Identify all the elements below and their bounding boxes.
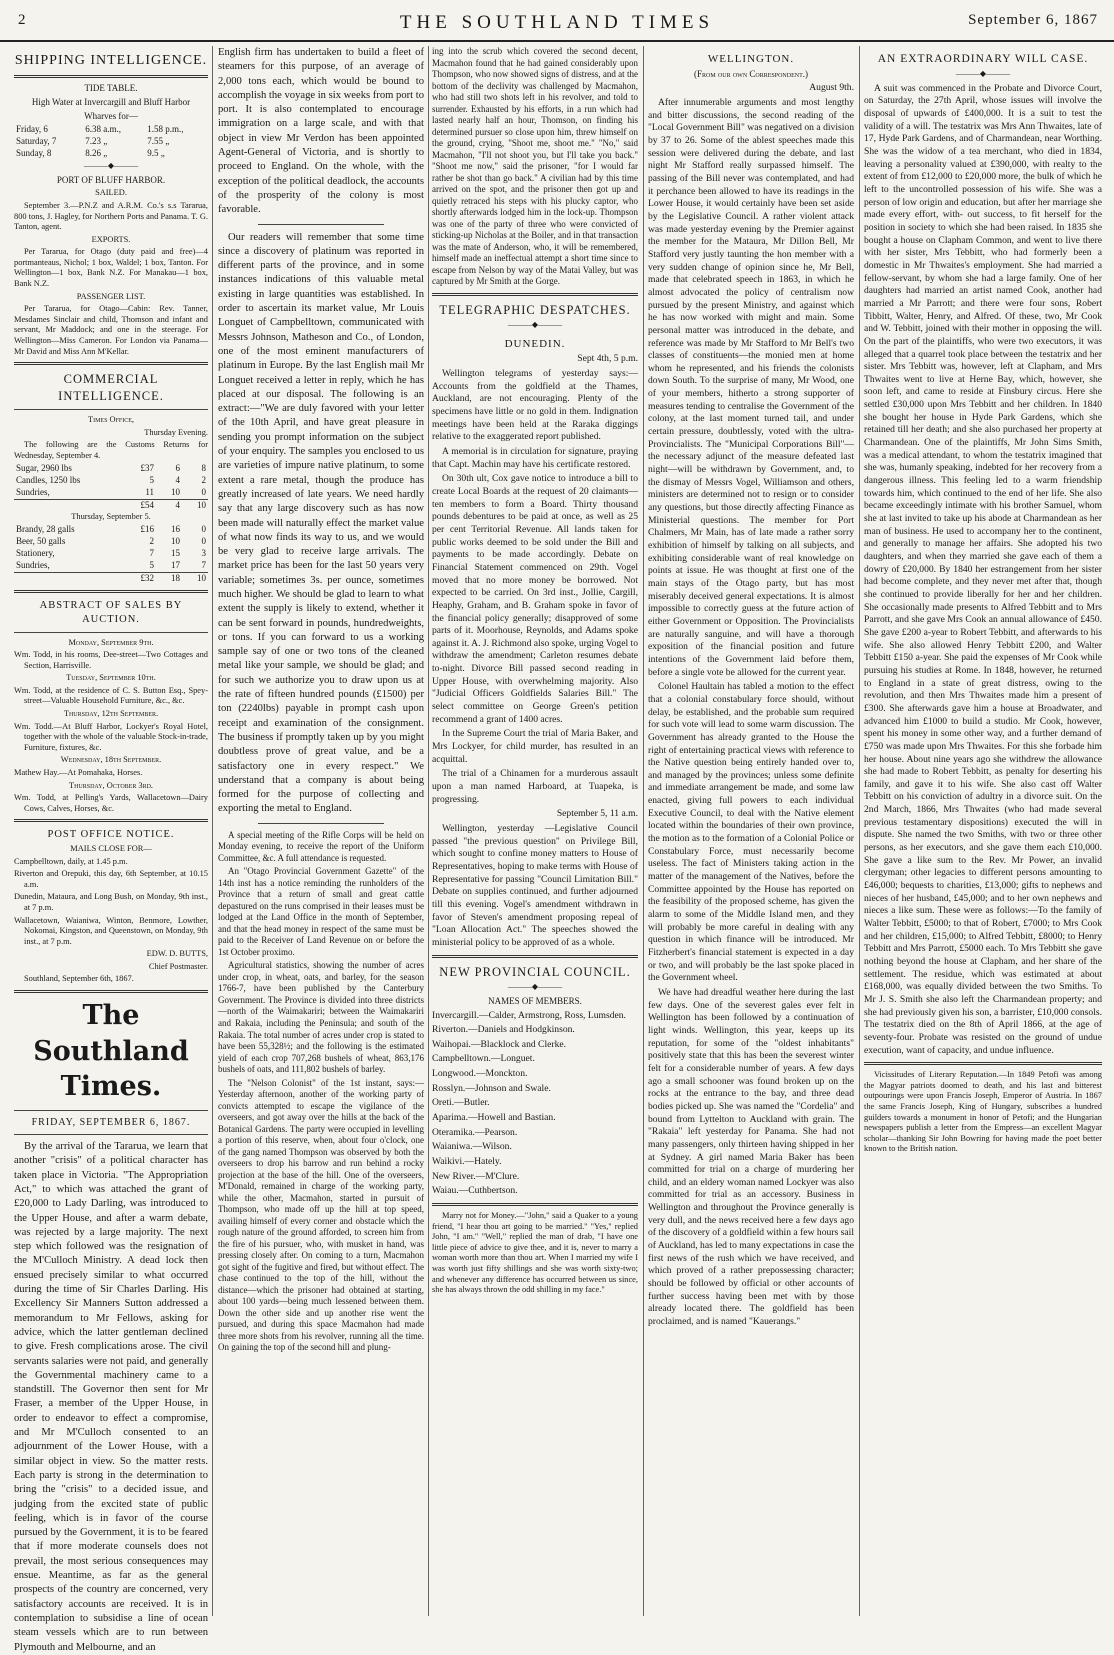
will-case-heading: AN EXTRAORDINARY WILL CASE. [877,53,1089,65]
table-row [14,548,208,560]
ornament: ———◆——— [83,161,139,170]
pounds: £54 [130,500,156,512]
shillings: 4 [156,500,182,512]
list-item: Waikivi.—Hately. [432,1156,502,1168]
auction-date: Monday, September 9th. [68,637,154,647]
telegram-paragraph: A memorial is in circulation for signature, praying that Capt. Machin may have his certificate restored. [432,445,638,470]
post-date: Southland, September 6th, 1867. [24,974,134,984]
exports-label: EXPORTS. [91,234,131,244]
table-row-total [14,572,208,584]
convict-escape-continued: ing into the scrub which covered the second decent, Macmahon found that he had gained considerably upon Thompson, who now showed signs of distress, and at the bottom of the declivity was challenged by Macmahon, who had still two shots left in his revolver, and told to surrender. Exhausted by his efforts, in a run which had lasted nearly half an hour, Thomson, on finding his determined pursuer so close upon him, threw himself on the ground, crying, "Shoot me, shoot me." "No," said Macmahon, "I'll not shoot you, but I'll take you back." "Shoot me now," said the prisoner, "for I would far rather be shot than go back." A civilian had by this time arrived on the spot, and the prisoner then got up and quietly retraced his steps with his plucky captor, who shortly afterwards lodged him in the lock-up. Thompson was one of the party of three who were convicted of sticking-up Nicholas at the Boiler, and in that transaction was the mate of Anderson, who, it will be remembered, himself made an ineffectual attempt a short time since to escape from Nelson by way of the Matai Valley, but was captured by Mr Smith at the Gorge. [432,46,638,287]
item: Brandy, 28 galls [16,524,75,535]
pence: 7 [201,560,206,571]
list-item: Aparima.—Howell and Bastian. [432,1112,556,1124]
mails-label: MAILS CLOSE FOR— [70,844,152,854]
pence: 8 [201,463,206,474]
telegram-paragraph: Wellington telegrams of yesterday says:—Accounts from the goldfield at the Thames, Auckland, are not encouraging. Plenty of the specimens have little or no gold in them. Indignation meetings have been held at the Raraka diggings relative to the exaggerated report published. [432,368,638,443]
table-row [14,487,208,499]
literary-reputation-article: Vicissitudes of Literary Reputation.—In 1849 Petofi was among the Magyar patriots doomed to death, and his last and bitterest outpourings were upon Francis Joseph, Emperor of Austria. In 1867 the same Francis Joseph, King of Hungary, subscribes a hundred guilders towards a monument in honor of Petofi; and the Hungarian newspapers publish a letter from the Empress—an excellent Magyar scholar—thanking Sir John Bowring for having made the poet better known to the British nation. [864,1070,1102,1154]
platinum-article: Our readers will remember that some time since a discovery of platinum was reported in different parts of the province, and in some instances indications of this valuable metal existing in large quantities was established. In order to ascertain its market value, Mr Louis Longuet of Campbelltown, communicated with Messrs Johnson, Matheson and Co., of London, one of the most eminent manufacturers of platinum in Europe. By the last English mail Mr Longuet received a letter in reply, which he has placed at our disposal. The following is an extract:—"We are duly favored with your letter of the 10th April, and have great pleasure in sending you prompt information on the subject of your enquiry. The samples you enclosed to us are varieties of impure native platinum, to some extent a rare metal, though the produce has greatly increased of late years. We need hardly say that any large discovery such as has now been made will naturally effect the market value of what now finds its way to us, and we would be very glad to receive large arrivals. The market price has been for the last 50 years very variable; sometimes 3s. per ounce, sometimes much higher. We should be glad to learn to what extent the supply is likely to extend, whether it can be sent forward in pounds, hundredweights, or tons. If you can forward to us a working sample say of one or two tons of the cleaned metal like your sample, we should be glad; and for such we authorize you to draw upon us at the rate of fifteen hundred pounds (£1500) per ton (2240lbs) payable in prompt cash upon receipt and examination of the consignment. The business if promptly taken up by you might doubtless prove of great value, and be a satisfactory one in every respect." We understand that a company is about being formed for the purpose of collecting and exporting the metal to England. [218,231,424,815]
divider [14,632,208,633]
divider [14,75,208,78]
pounds: £37 [140,463,154,474]
tide-day: Sunday, 8 [16,148,52,159]
divider [14,819,208,822]
thursday-label: Thursday, September 5. [71,511,151,521]
table-row-total [14,500,208,512]
wellington-paragraph: We have had dreadful weather here during the last few days. One of the severest gales ever felt in Wellington has been followed by a continuation of light winds. Wellington, this year, keeps up its reputation, for some of the "oldest inhabitants" positively state that this has been the severest winter felt for a considerable number of years. A few days ago a small schooner was found broken up on the rocks at the entrance to the bay, and three dead bodies picked up. She was named the "Cordelia" and bound from Lyttelton to Auckland with grain. The "Rakaia" left yesterday for Panama. She had not many passengers, only thirteen having shipped in her at Sydney. A girl named Maria Baker has been committed for trial on a charge of murdering her child, and an eldery woman named Lockyer was also committed for trial as an accessory. Business in Wellington and throughout the Province generally is very dull, and the news received here a few days ago of the discovery of a goldfield within a few hours sail of Auckland, has led to many expectations in case the first news of the rush which we have received, and which proved of a rather prepossessing character; should be followed by official or other accounts of further success having been met with by those already located there. The goldfield has been proclaimed, and is named "Kauerangs." [648,986,854,1328]
mail-item: Wallacetown, Waianiwa, Winton, Benmore, Lowther, Nokomai, Kingston, and Queenstown, on Monday, 9th inst., at 7 p.m. [14,915,208,946]
telegram-paragraph: The trial of a Chinamen for a murderous assault upon a man named Harboard, at Tuapeka, is progressing. [432,768,638,805]
tide-am: 6.38 a.m., [85,124,121,135]
item: Sugar, 2960 lbs [16,463,72,474]
masthead-date: September 6, 1867 [968,12,1098,28]
table-row [14,524,208,536]
page-number: 2 [18,12,26,28]
exports-text: Per Tararua, for Otago (duty paid and free)—4 portmanteaus, Nichol; 1 box, Waldel; 1 box, Tanton. For Wellington—1 box, Bank N.Z. For Manakau—1 box, Bank N.Z. [14,247,208,289]
mail-item: Dunedin, Mataura, and Long Bush, on Monday, 9th inst., at 7 p.m. [14,892,208,912]
divider [14,990,208,993]
telegram-paragraph: In the Supreme Court the trial of Maria Baker, and Mrs Lockyer, for child murder, has resulted in an acquittal. [432,728,638,765]
rifle-corps-notice: A special meeting of the Rifle Corps will be held on Monday evening, to receive the report of the Uniform Committee, &c. A full attendance is requested. [218,829,424,863]
auction-date: Thursday, October 3rd. [68,780,154,790]
leader-article: By the arrival of the Tararua, we learn that another "crisis" of a political character has taken place in Victoria. "The Appropriation Act," to which was attached the grant of £20,000 to Lady Darling, was introduced to the Upper House, and after a warm debate, was rejected by a large majority. The next step which followed was the resignation of the M'Culloch Ministry. A dead lock then ensued precisely similar to what occurred during the time of Sir Charles Darling. His Excellency Sir Manners Sutton addressed a memorandum to Mr Fellows, asking for advice, which the latter gentleman declined to give. Fresh complications arose. The civil servants salaries were not paid, and generally the Governmental machinery came to a standstill. The Governor then sent for Mr Fraser, a member of the Upper House, in order to endeavor to effect a compromise, and Mr M'Culloch consented to an adjournment of the Lower House, with a similar object in view. So the matter rests. Each party is strong in the determination to bring the "crisis" to a decided issue, and judging from the excited state of public feeling, which is in favor of the course pursued by the Government, it is to be feared that if more moderate counsels does not prevail, the most serious consequences may ensue. Meantime, as far as the general prospects of the country are concerned, very satisfactory accounts are received. It is in contemplation to subsidise a line of ocean steam vessels which are to run between Plymouth and Melbourne, and an [14,1141,208,1653]
convict-escape-article: The "Nelson Colonist" of the 1st instant, says:—Yesterday afternoon, another of the working party of convicts attempted to escape the vigilance of the overseers, and got away over the hills at the back of the Botanical Gardens. The party were occupied in levelling a portion of this reserve, when, about four o'clock, one of the gang named Thompson was observed by both the overseers to drop his barrow and run behind a rocky projection at the base of the hill. One of the overseers, M'Donald, remained in charge of the working party, while the other, Macmahon, started in pursuit of Thompson, who made off up the hill at top speed, availing himself of every corner and obstacle which the rough nature of the ground afforded, to screen him from the fire of his pursuer, who, with musket in hand, was pressing closely after. On coming to a turn, Macmahon got sight of the fugitive and fired, but without effect. The chase continued to the top of the hill, without the distance—which the prisoner had obtained at starting, about 100 yards—being much lessened between them. Down the other side and up another rise went the pursued, and during this space Macmahon had made three more shots from his revolver, running all the time. On gaining the top of the second hill and plung- [218,1077,424,1353]
divider [432,955,638,958]
auction-heading: ABSTRACT OF SALES BY AUCTION. [39,599,183,625]
passenger-label: PASSENGER LIST. [76,291,146,301]
auction-list [14,638,208,815]
times-office: Times Office, [87,415,135,425]
list-item: Oteramika.—Pearson. [432,1126,518,1138]
sailed-label: SAILED. [95,188,127,198]
list-item: Oreti.—Butler. [432,1097,490,1109]
list-item: Longwood.—Monckton. [432,1068,528,1080]
item: Sundries, [16,560,50,571]
port-heading: PORT OF BLUFF HARBOR. [56,174,166,185]
pounds: 11 [145,487,154,498]
tide-wharves: Wharves for— [84,110,138,121]
divider [14,1134,208,1135]
auction-date: Wednesday, 18th September. [60,755,162,765]
column-3 [432,46,638,1616]
tide-am: 7.23 „ [85,136,108,147]
tide-table [14,124,208,160]
passenger-text: Per Tararua, for Otago—Cabin: Rev. Tanner, Mesdames Sinclair and child, Thomson and infant and servant, Mr Maddock; and one in the steerage. For Wellington—Miss Cameron. For London via Panama—Mr David and Miss Ann M'Kellar. [14,304,208,356]
auction-date: Thursday, 12th September. [63,709,159,719]
item: Sundries, [16,487,50,498]
column-rule [643,46,644,1616]
divider [14,590,208,593]
shillings: 10 [171,536,180,547]
post-office-heading: POST OFFICE NOTICE. [47,829,175,841]
column-4 [648,46,854,1616]
item: Candles, 1250 lbs [16,475,81,486]
telegram-paragraph: Wellington, yesterday —Legislative Council passed "the previous question" on Privilege Bill, which sought to confine money matters to House of Representatives, hoping to make terms with House of Representative for passing "Council Limitation Bill." Debate on supplies continued, and further adjourned till this evening. Vogel's amendment withdrawn in favor of Steven's amendment proposing repeal of "Loan Allocation Act." The speeches showed the ministerial policy to be approved of as a whole. [432,823,638,948]
gazette-notice: An "Otago Provincial Government Gazette" of the 14th inst has a notice reminding the runholders of the Province that a return of small and great cattle depastured on the runs comprised in their leases must be lodged at the Land Office in the month of September, and that the head money in respect of the same must be paid to the Receiver of Land Revenue on or before the 1st October proximo. [218,866,424,957]
divider [864,1062,1102,1065]
tide-pm: 9.5 „ [147,148,165,159]
tide-heading: TIDE TABLE. [84,83,138,94]
dateline: August 9th. [809,82,854,94]
divider [432,293,638,296]
correspondent-line: (From our own Correspondent.) [693,68,808,79]
list-item: Campbelltown.—Longuet. [432,1053,535,1065]
item: Beer, 50 galls [16,536,66,547]
pence: 2 [201,475,206,486]
divider [14,1110,208,1111]
thursday-evening: Thursday Evening. [144,427,208,437]
table-row [14,560,208,572]
list-item: Waihopai.—Blacklock and Clerke. [432,1038,567,1050]
leader-continued: English firm has undertaken to build a fleet of steamers for this purpose, of an average of 2,000 tons each, which would be bound to accomplish the voyage in six weeks from port to port. It is also contemplated to encourage immigration on a large scale, and with that object in view Mr Verdon has been appointed Agent-General of Victoria, and is shortly to proceed to England. On the whole, with the exception of the political deadlock, the accounts of the prosperity of the colony is most favorable. [218,47,424,216]
dateline: Sept 4th, 5 p.m. [577,353,638,365]
list-item: Invercargill.—Calder, Armstrong, Ross, Lumsden. [432,1009,626,1021]
pounds: 7 [149,548,154,559]
pounds: 2 [149,536,154,547]
tide-pm: 7.55 „ [147,136,170,147]
ornament: ———◆——— [507,320,563,330]
issue-date: FRIDAY, SEPTEMBER 6, 1867. [31,1116,191,1128]
marry-not-for-money: Marry not for Money.—"John," said a Quaker to a young friend, "I hear thou art going to be married." "Yes," replied John, "I am." "Well," replied the man of drab, "I have one little piece of advice to give thee, and it is, never to marry a woman worth more than thou art. When I married my wife I was worth just fifty shillings and she was worth sixty-two; and whenever any difference has occurred between us since, she has always thrown the odd shilling in my face." [432,1211,638,1295]
shillings: 15 [171,548,180,559]
mail-item: Riverton and Orepuki, this day, 6th September, at 10.15 a.m. [14,869,208,889]
tide-pm: 1.58 p.m., [147,124,184,135]
shipping-heading: SHIPPING INTELLIGENCE. [14,53,208,68]
will-case-article: A suit was commenced in the Probate and Divorce Court, on Saturday, the 27th April, whose issues will involve the disposal of upwards of £400,000. It is a suit to test the validity of a will. The testatrix was Mrs Ann Thwaites, late of 17, Hyde Park Gardens, and of Charmandean, near Worthing. She was the widow of a tea merchant, who died in 1834, leaving a personality valued at £390,000, with realty to the extent of from £12,000 to £20,000 more, the bulk of which he left to the uncontrolled possession of his wife. She was a person of low origin and education, but after her marriage she made every effort, with- out success, to fit herself for the position in society to which she had been raised. In 1835 she bought a house on Clapham Common, and went to live there with her sister, Mrs Tebbitt, who had formerly been a domestic in Mr Thwaites's employment. She had married a fellow-servant, by whom she had a large family. One of her daughters had married an artist named Cook, another had married a Mr Parrott; and there were four sons, Robert Tibbitt, Walter, Henry, and Alfred. Of these, two, Mr Cook and W. Tebbitt, joined with their mother in opposing the will. On the part of the plaintiffs, who were two executors, it was alleged that a quarrel took place between the testatrix and her sister. Mrs Tebbitt was, however, left at Clapham, and Mrs Thwaites went to live at Herne Bay, which, however, she soon left, and came to reside at Finsbury circus. Here she settled £30,000 upon Mrs Tebbitt and her children. In 1840 she bought her house in Hyde Park Gardens, which she retained till her death; and she also purchased her property at Charmandean. One of the plaintiffs, Mr John Sims Smith, was a medical attendant, to whom the testatrix imagined that she was, humanly speaking, indebted for her recovery from a dangerous illness. This feeling led to a warm friendship towards him, which continued to the end of her life. She also became exceedingly intimate with his brother Samuel, whom she at last invited to take up his abode at Charmandean as her man of business. He used to accompany her to the continent, and generally to manage her affairs. She adopted his two daughters, and when they married she gave each of them a dowry of £20,000. By 1840 her estrangement from her sister had become complete, and they never met after that, though she continued to provide liberally for her and her children. She occasionally made presents to Alfred Tebbitt and to Mrs Parrott, and she gave Mrs Cook an annual allowance of £450. She gave £200 a-year to Robert Tebbitt, and afterwards to his wife. She also allowed Henry Tebbitt £200, and Walter Tebbitt £150 a-year. She paid the expenses of Mr Cook while pursuing his studies at Rome. In 1848, however, he returned to England in a state of great distress, owing to the revolution, and then Mrs Thwaites made him a present of £300. She afterwards gave him a house at Broadwater, and advanced him £1000 to build a studio. Mr Cook, however, spent his money in some other way, and a further demand of £750 was made upon Mrs Thwaites. For this she forbade him her house. About nine years ago she withdrew the allowance she had made to Robert Tebbitt, as penalty for deserting his family, and gave it to his wife. She also cast off Walter Tebbitt on his conviction of adultry in a divorce suit. On the 2nd March, 1866, Mrs Thwaites (who had made several previous testamentary dispositions) executed the will in dispute. She named the two Smiths, with two or three other persons, as her executors, and she gave them each £10,000. She gave a like sum to the Rev. Mr Power, an invalid clergyman; other legacies to different persons amounting to £46,000; bequests to charities, £13,000; gifts to nephews and nieces of her husband, £45,000; and to her own nephews and nieces a like sum. These were as follows:—To the family of Walter Tebbitt, £5000; to that of Robert, £7000; to Mrs Cook and her children, £15,000; to Alfred Tebbitt, £8000; to Henry Tebbitt and Mrs Parrott, £5000 each. To Mrs Tebbitt she gave nothing beyond the house at Clapham, and her share of the settlement. The residue, which was estimated at about £168,000, was equally divided between the two Smiths. To Mr J. S. Smith she also left the Charmandean property; and she had previously given his son, a barrister, £10,000 consols. The testatrix died on the 8th of April 1866, at the age of seventy-four. Probate was resisted on the ground of undue execution, want of capacity, and undue influence. [864,82,1102,1056]
list-item: Rosslyn.—Johnson and Swale. [432,1082,551,1094]
postmaster-name: EDW. D. BUTTS, [146,949,208,959]
pence: 10 [182,572,208,584]
pence: 3 [201,548,206,559]
customs-table-wed [14,463,208,512]
shillings: 16 [171,524,180,535]
masthead [0,0,1114,42]
wellington-heading: WELLINGTON. [707,53,795,65]
divider [14,362,208,365]
pounds: 5 [149,560,154,571]
pence: 0 [201,487,206,498]
ornament: ———◆——— [955,69,1011,79]
customs-table-thu [14,524,208,584]
names-heading: NAMES OF MEMBERS. [488,995,582,1006]
shillings: 10 [171,487,180,498]
table-row [14,124,208,136]
postmaster-title: Chief Postmaster. [148,961,208,971]
column-5 [864,46,1102,1616]
divider [432,1203,638,1206]
shillings: 4 [175,475,180,486]
auction-date: Tuesday, September 10th. [66,673,156,683]
divider [14,409,208,410]
pounds: £32 [130,572,156,584]
list-item: New River.—M'Clure. [432,1170,520,1182]
nameplate: The Southland Times. [33,1000,189,1103]
tide-intro: High Water at Invercargill and Bluff Harbor [31,97,191,108]
sailed-text: September 3.—P.N.Z and A.R.M. Co.'s s.s Tararua, 800 tons, J. Hagley, for Northern Ports and Panama. T. G. Tanton, agent. [14,201,208,232]
item: Stationery, [16,548,55,559]
column-2 [218,46,424,1616]
pence: 0 [201,536,206,547]
commercial-heading: COMMERCIAL INTELLIGENCE. [58,372,164,403]
customs-intro: The following are the Customs Returns for Wednesday, September 4. [14,440,208,460]
telegraphic-heading: TELEGRAPHIC DESPATCHES. [439,302,631,317]
telegram-paragraph: On 30th ult, Cox gave notice to introduce a bill to create Local Boards at the request of 20 claimants—ten members to form a Board. Thirty thousand pounds debentures to be paid at once, as well as 25 per cent Territorial Revenue. All lands taken for public works deemed to be sold under the Bill and payments to be made accordingly. Debate on Financial Statement commenced on 29th. Vogel moved that no more money be borrowed. Not expected to be carried. On 3rd inst., Jollie, Cargill, Heaphy, Graham, and B. Graham spoke in favor of the financial policy generally; disapproved of some parts of it. Moorhouse, Reynolds, and Adams spoke against it. A. J. Richmond also spoke, urging Vogel to withdraw the amendment; Carleton resumes debate to-night. Divorce Bill passed second reading in Upper House, with overwhelming majority. Also "Judicial Officers Goldfields Salaries Bill." The select committee on George Green's petition recommend a grant of 1400 acres. [432,473,638,725]
column-rule [212,46,213,1616]
table-row [14,136,208,148]
table-row [14,463,208,475]
pounds: £16 [140,524,154,535]
agricultural-statistics: Agricultural statistics, showing the number of acres under crop, in wheat, oats, and barley, for the season 1766-7, have been published by the Canterbury Government. The Province is divided into three districts—north of the Waimakariri; between the Waimakariri and Rakaia, including the Peninsula; and south of the Rakaia. The total number of acres under crop is stated to have been 55,328½; and the following is the estimated yield of each crop 707,268 bushels of wheat, 863,176 bushels of oats, and 111,802 bushels of barley. [218,960,424,1075]
column-rule [859,46,860,1616]
tide-day: Friday, 6 [16,124,48,135]
members-list [432,1010,638,1199]
dateline: September 5, 11 a.m. [556,808,638,820]
column-1 [14,46,208,1653]
list-item: Waiau.—Cuthbertson. [432,1185,518,1197]
tide-am: 8.26 „ [85,148,108,159]
tide-day: Saturday, 7 [16,136,57,147]
auction-item: Wm. Todd, in his rooms, Dee-street—Two Cottages and Section, Harrisville. [14,650,208,670]
dunedin-heading: DUNEDIN. [504,337,566,350]
pence: 10 [182,500,208,512]
shillings: 17 [171,560,180,571]
auction-item: Wm. Todd.—At Bluff Harbor, Lockyer's Royal Hotel, together with the whole of the valuable Stock-in-trade, Furniture, fixtures, &c. [14,721,208,752]
pence: 0 [201,524,206,535]
auction-item: Mathew Hay.—At Pomahaka, Horses. [14,767,143,777]
column-rule [428,46,429,1616]
pounds: 5 [149,475,154,486]
wellington-paragraph: After innumerable arguments and most lengthy and bitter discussions, the second reading of the "Local Government Bill" was negatived on a division by 37 to 26. Some of the ablest speeches made this session were delivered during the debate, and last night Mr Stafford really surpassed himself. The passing of the Bill never was contemplated, and had it perchance been allowed to have its readings in the Lower House, it would certainly have been set aside by the Legislative Council. A rather violent attack was made yesterday evening by the Premier against the member for the Mataura, Mr Dillon Bell, Mr Stafford very justly taunting the hon member with a very sudden change of opinion since he, Mr Bell, made that celebrated speech in 1863, in which he almost advocated the policy of centralism now pursued by the present Ministry, and against which he has now worked with might and main. Some personal matter was introduced in the debate, and reference was made by Mr Stafford to Mr Bell's two classes of constituents—the monied men at home whom he represented, and his friends the colonists down South. To the surprise of many, Mr Wood, one of your members, hitherto a strong supporter of measures tending to centralise the Government of the colony, at the last moment turned tail, and under certain pressure, doubtlessly, voted with the ultra-Provincialists. The "Municipal Corporations Bill"—the necessary adjunct of the measure defeated last night—will be withdrawn by Government, and, to the dismay of Messrs Vogel, Williamson and others, ministers are determined not to resign or to consider any questions, but those directly affecting Finance as Ministerial questions. The member for Port Chalmers, Mr Main, has of late made a rather sorry exhibition of himself by talking on all subjects, and exhibiting considerable want of real knowledge on points at issue. He was thought at first one of the main stays of the Otago party, but has most miserably deceived general expectations. It is almost impossible to correctly guess at the future action of either Government or Opposition. The Provincialists are naturally sanguine, and will have a thorough exposition of the financial position and future intentions of the Government laid before them, before a single vote be allowed for the current year. [648,97,854,678]
list-item: Riverton.—Daniels and Hodgkinson. [432,1024,575,1036]
newspaper-title: THE SOUTHLAND TIMES [399,12,715,33]
wellington-paragraph: Colonel Haultain has tabled a motion to the effect that a colonial constabulary force should, without delay, be established, and the probable sum required for such vote will lead to some warm discussion. The Government has already granted to the House the right of entertaining practical views with reference to the Native question being entirely handed over to, and managed by the provinces; unless some definite and immediate arrangement be made, and some law enacted, giving full powers to each individual Executive Council, to deal with the Native element located within the boundaries of their own province, the motion as to the formation of a Colonial Police or Constabulary Force, must necessarily become useless. The fact of Ministers taking action in the matter of the management of the Natives, before the Committee appointed by the House has reported on the feasibility of the proposed scheme, has given the alarm to some of the Middle Island men, and they will probably be more careful in dealing with any question in which finance will be introduced. Mr Fitzherbert's financial statement is expected in a day or two, and will probably be the last spoke placed in the Government wheel. [648,681,854,984]
mail-item: Campbelltown, daily, at 1.45 p.m. [14,856,128,866]
table-row [14,475,208,487]
divider [258,224,384,225]
auction-item: Wm. Todd, at the residence of C. S. Button Esq., Spey-street—Valuable Household Furniture, &c., &c. [14,685,208,706]
list-item: Waianiwa.—Wilson. [432,1141,512,1153]
auction-item: Wm. Todd, at Pelling's Yards, Wallacetown—Dairy Cows, Calves, Horses, &c. [14,793,208,813]
council-heading: NEW PROVINCIAL COUNCIL. [439,964,631,979]
shillings: 6 [175,463,180,474]
shillings: 18 [156,572,182,584]
table-row [14,148,208,160]
ornament: ———◆——— [507,982,563,992]
table-row [14,536,208,548]
divider [258,823,384,824]
